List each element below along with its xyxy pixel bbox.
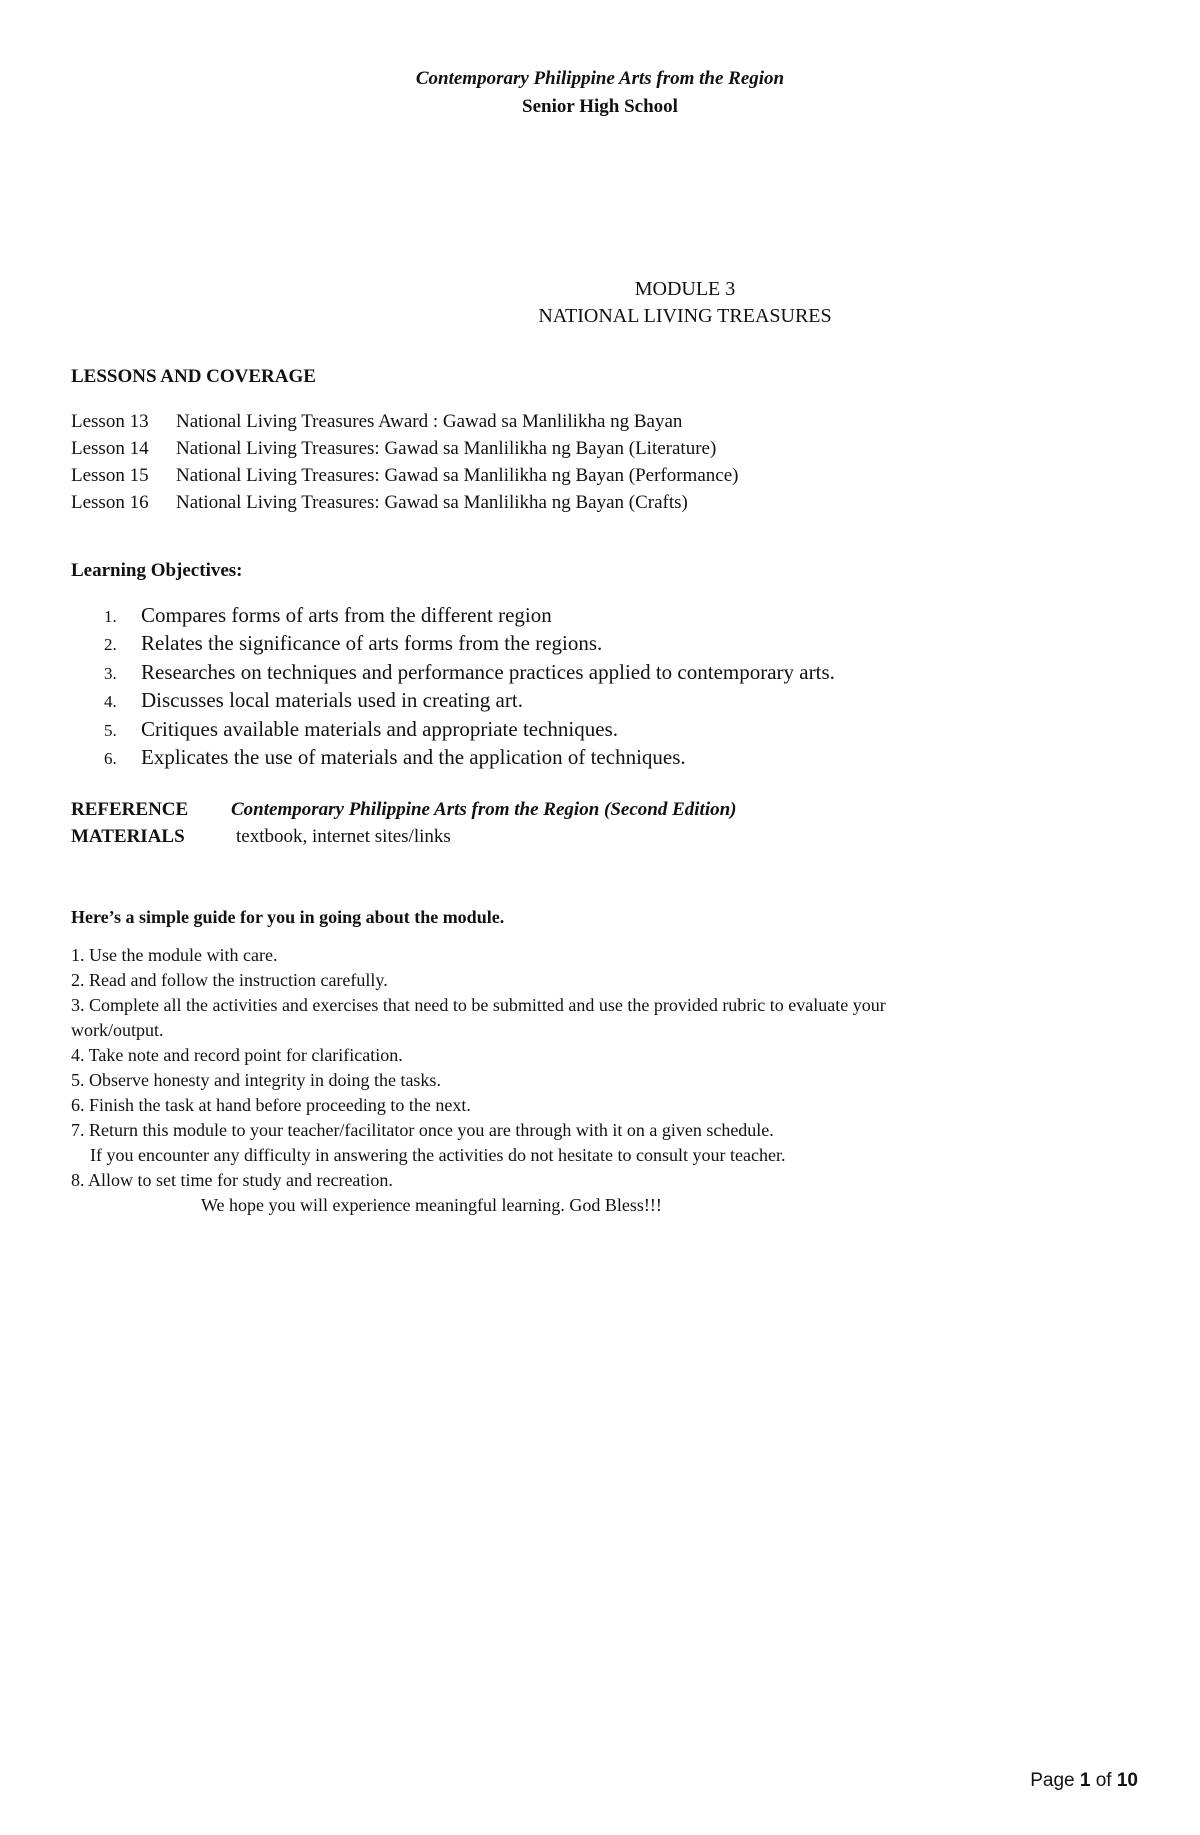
- guide-line: If you encounter any difficulty in answering the activities do not hesitate to consult your teacher.: [90, 1145, 786, 1165]
- lesson-number: Lesson 14: [71, 438, 149, 459]
- lesson-row: [71, 462, 738, 489]
- closing-message: We hope you will experience meaningful learning. God Bless!!!: [201, 1195, 662, 1215]
- current-page: 1: [1079, 1770, 1091, 1791]
- objective-number: 3.: [104, 663, 117, 683]
- guide-line: 7. Return this module to your teacher/facilitator once you are through with it on a given schedule.: [71, 1120, 774, 1140]
- lesson-row: [71, 489, 738, 516]
- lesson-row: [71, 408, 738, 435]
- guide-line: 3. Complete all the activities and exercises that need to be submitted and use the provided rubric to evaluate your: [71, 995, 886, 1015]
- guide-line: 8. Allow to set time for study and recreation.: [71, 1170, 393, 1190]
- objective-text: Discusses local materials used in creating art.: [141, 688, 523, 713]
- objective-text: Explicates the use of materials and the application of techniques.: [141, 744, 686, 769]
- objective-number: 4.: [104, 692, 117, 712]
- lesson-number: Lesson 13: [71, 411, 149, 432]
- guide-line: 1. Use the module with care.: [71, 945, 278, 965]
- materials-row: [71, 826, 451, 848]
- guide-line: 5. Observe honesty and integrity in doing the tasks.: [71, 1070, 441, 1090]
- objective-number: 1.: [104, 607, 117, 626]
- guide-line: 4. Take note and record point for clarification.: [71, 1045, 403, 1065]
- total-pages: 10: [1116, 1770, 1138, 1791]
- course-title: Contemporary Philippine Arts from the Region: [415, 68, 785, 89]
- reference-label: REFERENCE: [71, 799, 189, 820]
- lesson-title: National Living Treasures Award : Gawad sa Manlilikha ng Bayan: [176, 411, 683, 432]
- guide-line: work/output.: [71, 1020, 164, 1040]
- objective-item: [104, 686, 835, 714]
- lessons-list: [71, 408, 738, 516]
- objective-item: [104, 601, 835, 629]
- objective-number: 5.: [104, 720, 117, 740]
- objective-number: 6.: [104, 748, 117, 768]
- objective-item: [104, 629, 835, 657]
- materials-value: textbook, internet sites/links: [236, 826, 451, 847]
- lesson-number: Lesson 16: [71, 492, 149, 513]
- objectives-list: [104, 601, 835, 771]
- objective-text: Compares forms of arts from the different region: [141, 603, 552, 627]
- reference-title: Contemporary Philippine Arts from the Region (Second Edition): [231, 799, 737, 820]
- materials-label: MATERIALS: [71, 826, 185, 847]
- of-word: of: [1095, 1770, 1112, 1791]
- guide-list: [71, 943, 886, 1218]
- objective-item: [104, 658, 835, 686]
- objective-number: 2.: [104, 635, 117, 655]
- module-title: NATIONAL LIVING TREASURES: [538, 305, 832, 327]
- page-number: [1030, 1770, 1138, 1792]
- lesson-title: National Living Treasures: Gawad sa Manlilikha ng Bayan (Literature): [176, 438, 717, 459]
- lesson-row: [71, 435, 738, 462]
- lessons-heading: LESSONS AND COVERAGE: [71, 366, 316, 387]
- objectives-heading: Learning Objectives:: [71, 560, 243, 581]
- objective-text: Critiques available materials and appropriate techniques.: [141, 716, 618, 741]
- lesson-title: National Living Treasures: Gawad sa Manlilikha ng Bayan (Performance): [176, 465, 739, 486]
- objective-text: Researches on techniques and performance practices applied to contemporary arts.: [141, 659, 835, 684]
- guide-line: 2. Read and follow the instruction carefully.: [71, 970, 388, 990]
- lesson-title: National Living Treasures: Gawad sa Manlilikha ng Bayan (Crafts): [176, 492, 688, 513]
- objective-item: [104, 743, 835, 771]
- guide-heading: Here’s a simple guide for you in going about the module.: [71, 907, 505, 927]
- page-word: Page: [1030, 1770, 1075, 1791]
- lesson-number: Lesson 15: [71, 465, 149, 486]
- school-level: Senior High School: [522, 96, 678, 117]
- objective-text: Relates the significance of arts forms from the regions.: [141, 631, 603, 656]
- module-number: MODULE 3: [634, 278, 736, 300]
- objective-item: [104, 715, 835, 743]
- reference-row: [71, 799, 737, 821]
- guide-line: 6. Finish the task at hand before proceeding to the next.: [71, 1095, 471, 1115]
